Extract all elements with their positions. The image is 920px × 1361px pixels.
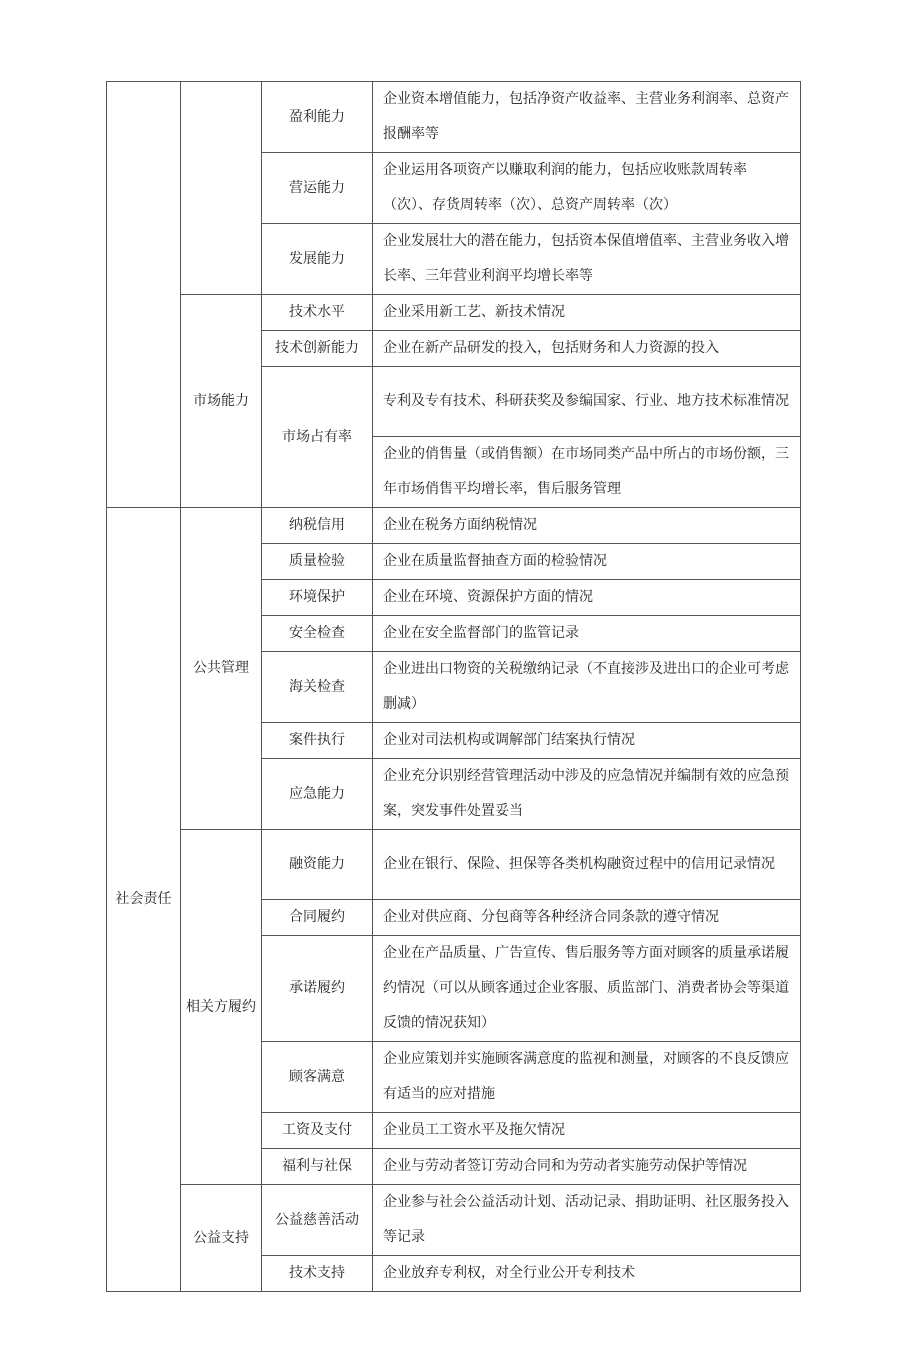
table-row — [107, 295, 801, 331]
table-row — [107, 1185, 801, 1256]
table-row — [107, 82, 801, 153]
indicator-cell: 盈利能力 — [262, 82, 373, 153]
description-cell: 企业在税务方面纳税情况 — [373, 508, 801, 544]
indicator-cell: 海关检查 — [262, 652, 373, 723]
indicator-cell: 技术水平 — [262, 295, 373, 331]
indicator-cell: 环境保护 — [262, 580, 373, 616]
description-cell: 企业放弃专利权，对全行业公开专利技术 — [373, 1256, 801, 1292]
indicator-cell: 营运能力 — [262, 153, 373, 224]
indicator-cell: 技术支持 — [262, 1256, 373, 1292]
table-row — [107, 830, 801, 900]
description-cell: 企业资本增值能力，包括净资产收益率、主营业务利润率、总资产报酬率等 — [373, 82, 801, 153]
indicator-cell: 承诺履约 — [262, 936, 373, 1042]
indicator-cell: 融资能力 — [262, 830, 373, 900]
description-cell: 企业在产品质量、广告宣传、售后服务等方面对顾客的质量承诺履约情况（可以从顾客通过企业客服、质监部门、消费者协会等渠道反馈的情况获知） — [373, 936, 801, 1042]
evaluation-indicator-table — [106, 81, 801, 1292]
table-row — [107, 508, 801, 544]
description-cell: 企业在安全监督部门的监管记录 — [373, 616, 801, 652]
description-cell: 企业对司法机构或调解部门结案执行情况 — [373, 723, 801, 759]
description-cell: 企业运用各项资产以赚取利润的能力，包括应收账款周转率（次）、存货周转率（次）、总资产周转率（次） — [373, 153, 801, 224]
indicator-cell: 顾客满意 — [262, 1042, 373, 1113]
description-cell: 企业采用新工艺、新技术情况 — [373, 295, 801, 331]
subcategory-cell: 相关方履约 — [181, 830, 262, 1185]
description-cell: 专利及专有技术、科研获奖及参编国家、行业、地方技术标准情况 — [373, 367, 801, 437]
indicator-cell: 案件执行 — [262, 723, 373, 759]
indicator-cell: 纳税信用 — [262, 508, 373, 544]
description-cell: 企业参与社会公益活动计划、活动记录、捐助证明、社区服务投入等记录 — [373, 1185, 801, 1256]
subcategory-cell: 市场能力 — [181, 295, 262, 508]
subcategory-cell: 公益支持 — [181, 1185, 262, 1292]
indicator-cell: 福利与社保 — [262, 1149, 373, 1185]
description-cell: 企业的俏售量（或俏售额）在市场同类产品中所占的市场份额，三年市场俏售平均增长率，售后服务管理 — [373, 437, 801, 508]
indicator-cell: 发展能力 — [262, 224, 373, 295]
description-cell: 企业在质量监督抽查方面的检验情况 — [373, 544, 801, 580]
indicator-cell: 公益慈善活动 — [262, 1185, 373, 1256]
subcategory-cell — [181, 82, 262, 295]
description-cell: 企业对供应商、分包商等各种经济合同条款的遵守情况 — [373, 900, 801, 936]
indicator-cell: 质量检验 — [262, 544, 373, 580]
indicator-cell: 应急能力 — [262, 759, 373, 830]
indicator-cell: 合同履约 — [262, 900, 373, 936]
description-cell: 企业在环境、资源保护方面的情况 — [373, 580, 801, 616]
description-cell: 企业在新产品研发的投入，包括财务和人力资源的投入 — [373, 331, 801, 367]
indicator-cell: 安全检查 — [262, 616, 373, 652]
description-cell: 企业在银行、保险、担保等各类机构融资过程中的信用记录情况 — [373, 830, 801, 900]
document-page — [106, 81, 800, 1281]
description-cell: 企业应策划并实施顾客满意度的监视和测量，对顾客的不良反馈应有适当的应对措施 — [373, 1042, 801, 1113]
subcategory-cell: 公共管理 — [181, 508, 262, 830]
description-cell: 企业与劳动者签订劳动合同和为劳动者实施劳动保护等情况 — [373, 1149, 801, 1185]
category-cell — [107, 82, 181, 508]
description-cell: 企业充分识别经营管理活动中涉及的应急情况并编制有效的应急预案，突发事件处置妥当 — [373, 759, 801, 830]
indicator-cell: 工资及支付 — [262, 1113, 373, 1149]
indicator-cell: 市场占有率 — [262, 367, 373, 508]
description-cell: 企业进出口物资的关税缴纳记录（不直接涉及进出口的企业可考虑删减） — [373, 652, 801, 723]
indicator-cell: 技术创新能力 — [262, 331, 373, 367]
description-cell: 企业发展壮大的潜在能力，包括资本保值增值率、主营业务收入增长率、三年营业利润平均增长率等 — [373, 224, 801, 295]
description-cell: 企业员工工资水平及拖欠情况 — [373, 1113, 801, 1149]
category-cell: 社会责任 — [107, 508, 181, 1292]
